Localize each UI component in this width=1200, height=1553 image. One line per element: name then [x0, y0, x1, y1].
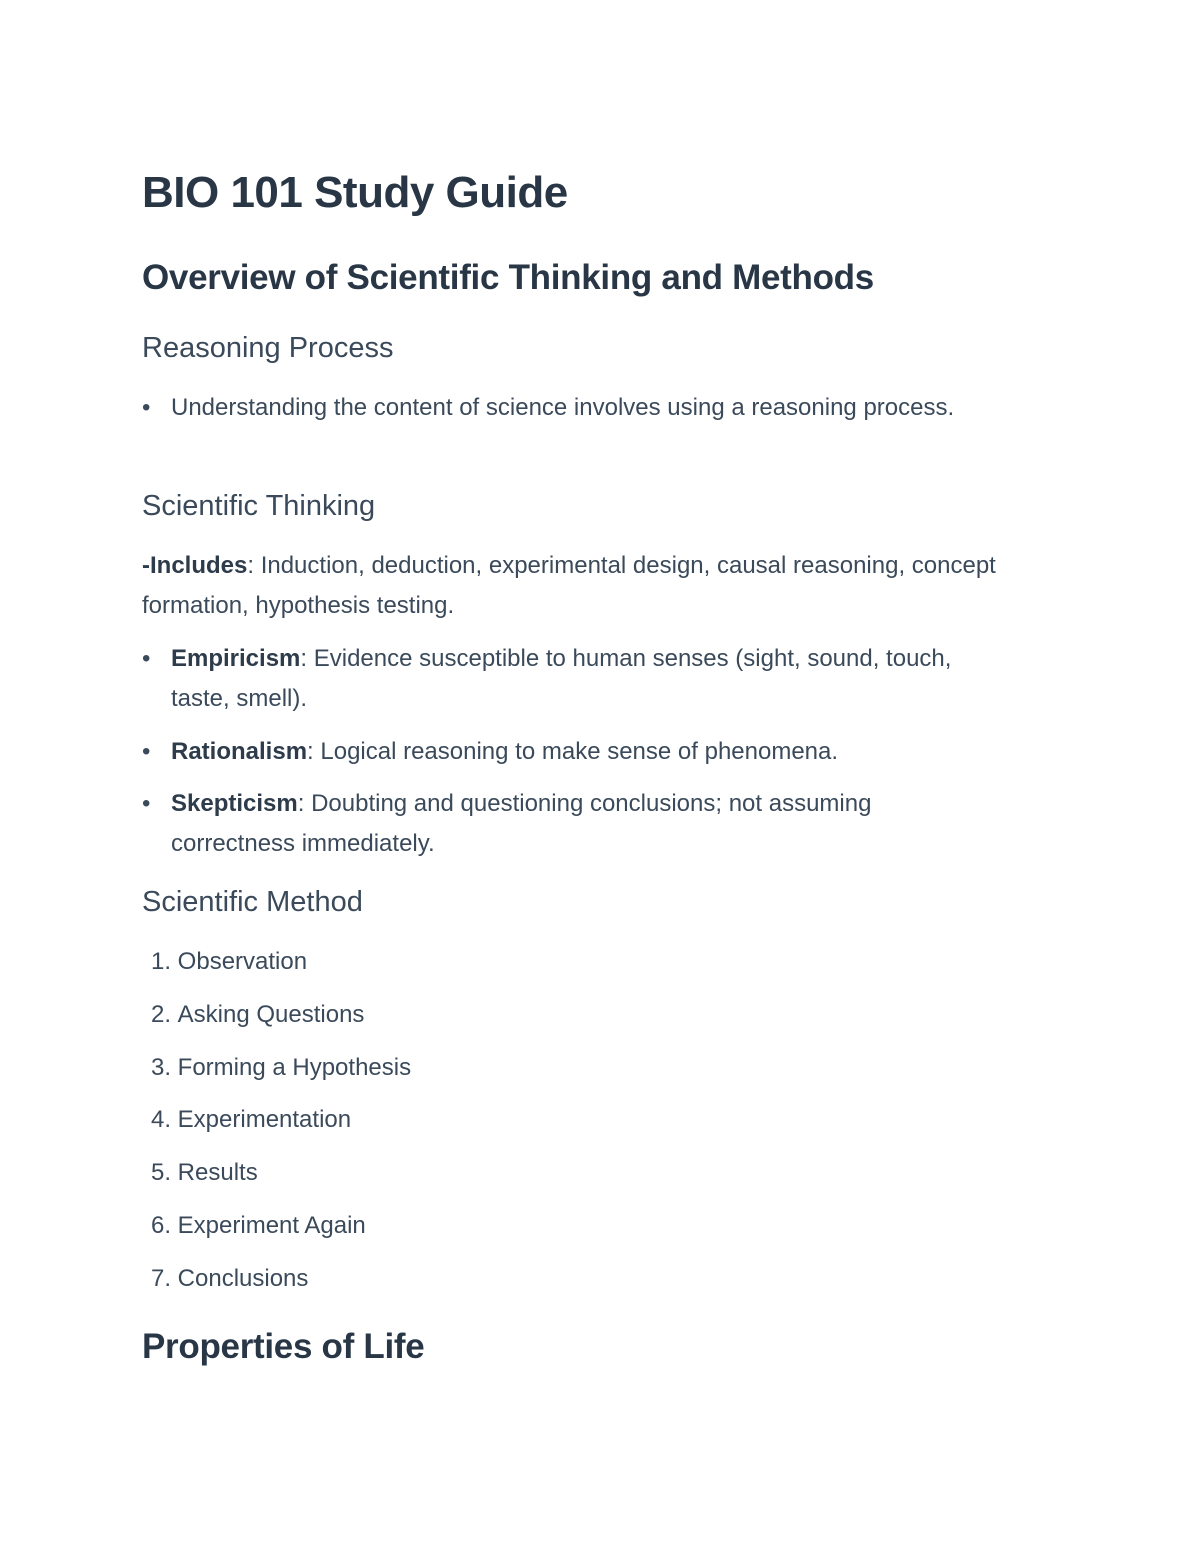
step-label: Observation: [177, 948, 308, 975]
subheading-scientific-thinking: Scientific Thinking: [142, 490, 376, 522]
includes-paragraph: [142, 546, 1042, 626]
list-item: [142, 1100, 351, 1140]
section-heading-properties-of-life: Properties of Life: [142, 1327, 425, 1366]
step-label: Asking Questions: [177, 1001, 365, 1028]
list-item: [142, 995, 364, 1035]
term-rationalism: Rationalism: [171, 738, 308, 765]
subheading-reasoning-process: Reasoning Process: [142, 332, 394, 364]
definition-text: : Logical reasoning to make sense of phenomena.: [307, 738, 839, 765]
definition-text: : Evidence susceptible to human senses (sight, sound, touch, taste, smell).: [171, 645, 952, 712]
list-item: [142, 1048, 411, 1088]
step-label: Experimentation: [177, 1106, 352, 1133]
list-item-text: [171, 732, 1002, 772]
step-label: Experiment Again: [177, 1212, 366, 1239]
list-item: [142, 639, 1002, 719]
step-number: 4.: [150, 1106, 171, 1133]
list-item-text: Understanding the content of science involves using a reasoning process.: [171, 394, 955, 421]
term-empiricism: Empiricism: [171, 645, 301, 672]
list-item: [142, 1259, 308, 1299]
list-item: [142, 1153, 258, 1193]
step-number: 3.: [150, 1054, 171, 1081]
step-number: 6.: [150, 1212, 171, 1239]
bullet-icon: •: [142, 790, 151, 817]
step-number: 2.: [150, 1001, 171, 1028]
definition-text: : Doubting and questioning conclusions; not assuming correctness immediately.: [171, 790, 872, 857]
list-item: [142, 784, 1002, 864]
term-skepticism: Skepticism: [171, 790, 298, 817]
bullet-icon: •: [142, 394, 151, 421]
step-label: Results: [177, 1159, 258, 1186]
section-heading-overview: Overview of Scientific Thinking and Methods: [142, 258, 874, 297]
list-item-text: [171, 784, 1002, 864]
bullet-icon: •: [142, 738, 151, 765]
page-title: BIO 101 Study Guide: [142, 168, 568, 217]
step-label: Conclusions: [177, 1265, 309, 1292]
includes-label: -Includes: [142, 552, 248, 579]
includes-text: : Induction, deduction, experimental design, causal reasoning, concept formation, hypothesis testing.: [142, 552, 996, 619]
step-number: 5.: [150, 1159, 171, 1186]
bullet-icon: •: [142, 645, 151, 672]
list-item: [142, 732, 1002, 772]
step-number: 1.: [150, 948, 171, 975]
list-item: [142, 942, 307, 982]
subheading-scientific-method: Scientific Method: [142, 886, 363, 918]
list-item-text: [171, 639, 1002, 719]
list-item: [142, 388, 1002, 428]
list-item: [142, 1206, 366, 1246]
step-label: Forming a Hypothesis: [177, 1054, 412, 1081]
step-number: 7.: [150, 1265, 171, 1292]
